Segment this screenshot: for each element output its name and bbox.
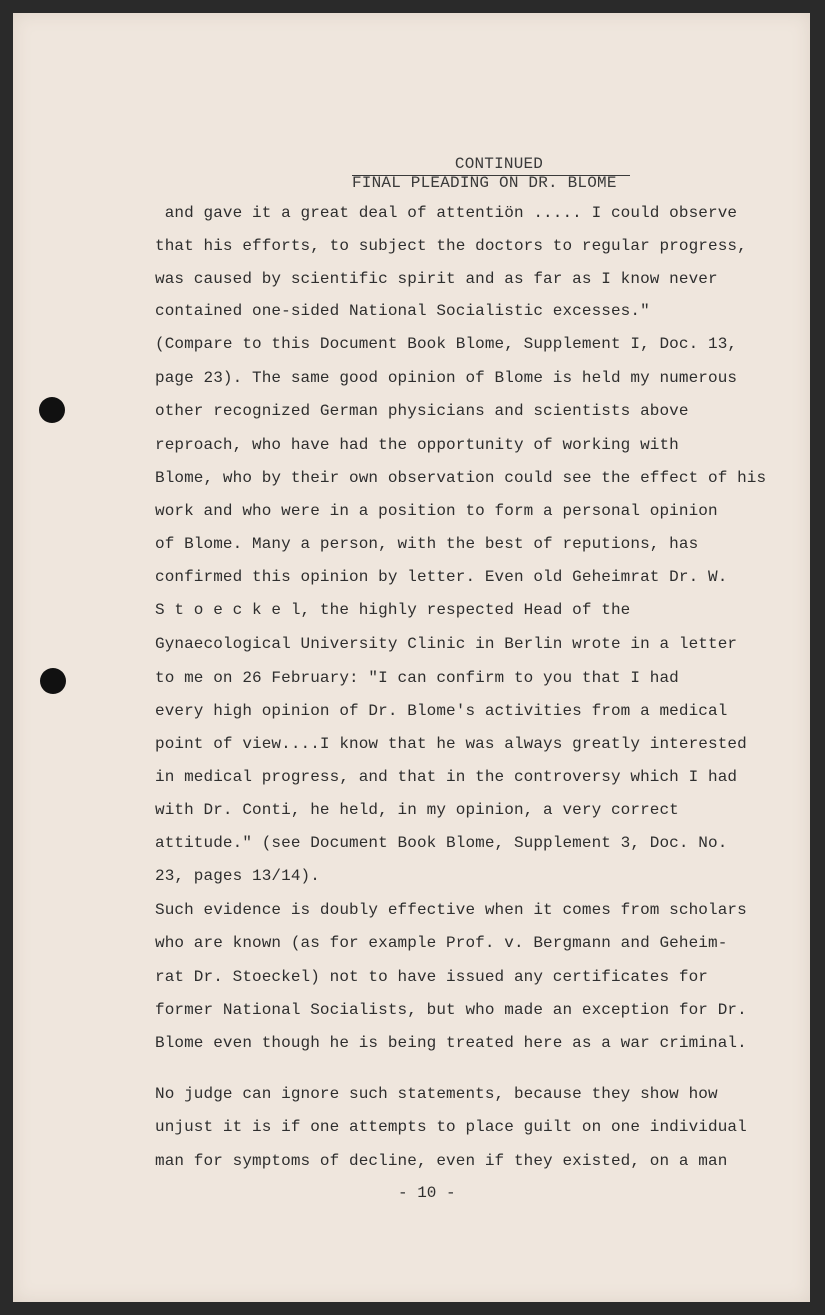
- text-line: and gave it a great deal of attentiön ..... I could observe: [155, 204, 738, 222]
- text-line: Blome even though he is being treated here as a war criminal.: [155, 1034, 747, 1052]
- text-line: was caused by scientific spirit and as far as I know never: [155, 270, 718, 288]
- text-line: point of view....I know that he was always greatly interested: [155, 735, 747, 753]
- text-line: who are known (as for example Prof. v. Bergmann and Geheim-: [155, 934, 728, 952]
- text-line: reproach, who have had the opportunity of working with: [155, 436, 679, 454]
- text-line: every high opinion of Dr. Blome's activities from a medical: [155, 702, 728, 720]
- text-line: Such evidence is doubly effective when it comes from scholars: [155, 901, 747, 919]
- text-line: that his efforts, to subject the doctors to regular progress,: [155, 237, 747, 255]
- text-line: man for symptoms of decline, even if they existed, on a man: [155, 1152, 728, 1170]
- heading-title: FINAL PLEADING ON DR. BLOME: [352, 174, 617, 192]
- heading-subtitle: CONTINUED: [352, 155, 630, 176]
- text-line: to me on 26 February: "I can confirm to you that I had: [155, 669, 679, 687]
- text-line: 23, pages 13/14).: [155, 867, 320, 885]
- text-line: attitude." (see Document Book Blome, Supplement 3, Doc. No.: [155, 834, 728, 852]
- text-line: work and who were in a position to form a personal opinion: [155, 502, 718, 520]
- text-line: unjust it is if one attempts to place guilt on one individual: [155, 1118, 747, 1136]
- text-line: rat Dr. Stoeckel) not to have issued any certificates for: [155, 968, 708, 986]
- text-line: other recognized German physicians and scientists above: [155, 402, 689, 420]
- page-number: - 10 -: [398, 1184, 456, 1202]
- text-line: page 23). The same good opinion of Blome is held my numerous: [155, 369, 738, 387]
- text-line: Gynaecological University Clinic in Berlin wrote in a letter: [155, 635, 738, 653]
- text-line: Blome, who by their own observation could see the effect of his: [155, 469, 767, 487]
- text-line: (Compare to this Document Book Blome, Supplement I, Doc. 13,: [155, 335, 738, 353]
- text-line: former National Socialists, but who made an exception for Dr.: [155, 1001, 747, 1019]
- text-line: S t o e c k e l, the highly respected Head of the: [155, 601, 631, 619]
- text-line: confirmed this opinion by letter. Even old Geheimrat Dr. W.: [155, 568, 728, 586]
- text-line: No judge can ignore such statements, because they show how: [155, 1085, 718, 1103]
- text-line: of Blome. Many a person, with the best of reputions, has: [155, 535, 699, 553]
- text-line: with Dr. Conti, he held, in my opinion, a very correct: [155, 801, 679, 819]
- text-line: in medical progress, and that in the controversy which I had: [155, 768, 738, 786]
- text-line: contained one-sided National Socialistic excesses.": [155, 302, 650, 320]
